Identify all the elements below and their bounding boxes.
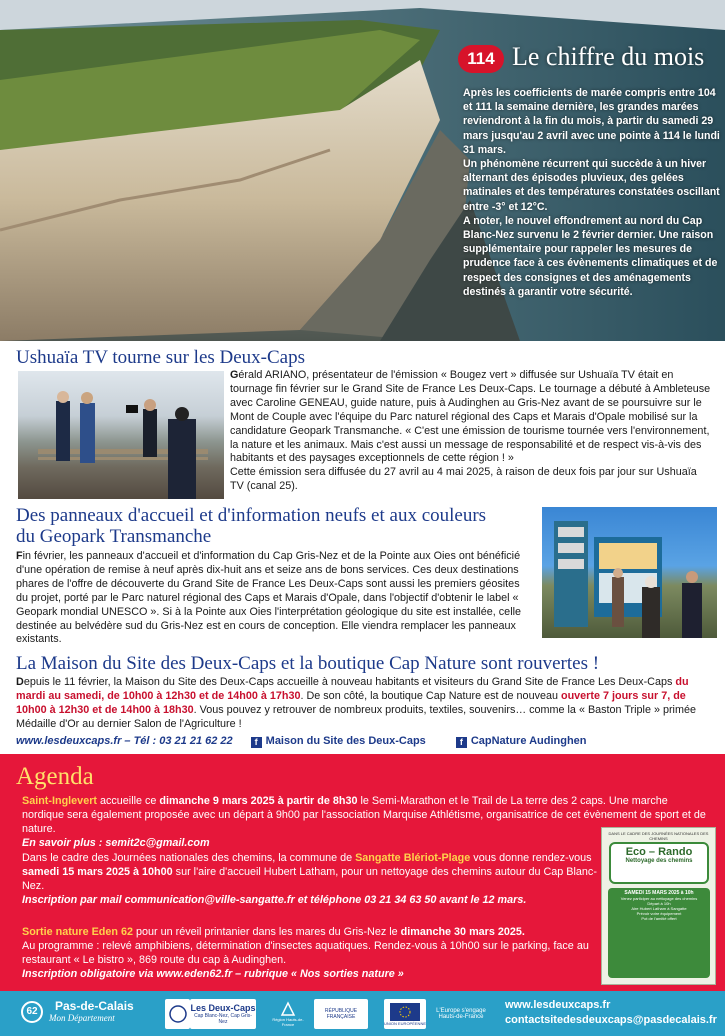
maison-hours-boutique: ouverte 7 jours sur 7, de 10h00 à 12h30 et de 14h00 à 18h30 bbox=[16, 689, 686, 716]
event3-t1: pour un réveil printanier dans les mares du Gris-Nez le bbox=[133, 926, 401, 938]
pdc-name: Pas-de-Calais bbox=[55, 999, 134, 1013]
panneaux-dropcap: F bbox=[16, 550, 23, 562]
event2-t3: sur l'aire d'accueil Hubert Latham, pour un nettoyage des chemins autour du Cap Blanc-Nez. bbox=[22, 865, 597, 892]
event3-info[interactable]: Inscription obligatoire via www.eden62.fr – rubrique « Nos sorties nature » bbox=[22, 967, 404, 980]
panneaux-title-line1: Des panneaux d'accueil et d'information neufs et aux couleurs bbox=[16, 505, 487, 526]
maison-title: La Maison du Site des Deux-Caps et la boutique Cap Nature sont rouvertes ! bbox=[16, 653, 600, 674]
facebook-maison-label: Maison du Site des Deux-Caps bbox=[265, 735, 426, 747]
maison-dropcap: D bbox=[16, 676, 24, 688]
chiffre-title: Le chiffre du mois bbox=[512, 42, 705, 71]
panneaux-title-line2: du Geopark Transmanche bbox=[16, 526, 212, 547]
event2-info[interactable]: Inscription par mail communication@ville-sangatte.fr et téléphone 03 21 34 63 50 avant le 12 mars. bbox=[22, 893, 527, 906]
agenda-title: Agenda bbox=[16, 763, 94, 790]
ue-label: UNION EUROPÉENNE bbox=[384, 1020, 427, 1026]
maison-website-link[interactable]: www.lesdeuxcaps.fr – Tél : 03 21 21 62 22 bbox=[16, 735, 233, 747]
event2-t2: vous donne rendez-vous bbox=[470, 852, 592, 864]
ushuaia-body: érald ARIANO, présentateur de l'émission « Bougez vert » diffusée sur Ushuaïa TV était en tournage fin février sur le Grand Site de France Les Deux-Caps. Le tournage a débuté à Ambleteuse avec Caroline GENEAU, guide nature, puis à Audinghen au Gris-Nez avant de se poursuivre sur le Mont de Couple avec l'équipe du Parc naturel régional des Caps et Marais d'Opale mobilisé sur la candidature Geopark Transmanche. « C'est une émission de tourisme tournée vers l'environnement, la nature et les animaux. Mais c'est aussi un message de responsabilité et de respect vis-à-vis des habitants et des paysages exceptionnels de cette région ! » bbox=[230, 369, 711, 465]
poster-line4: Prévoir votre équipement bbox=[636, 911, 682, 916]
event1-t1: accueille ce bbox=[97, 795, 160, 807]
maison-hours-maison: du mardi au samedi, de 10h00 à 12h30 et de 14h00 à 17h30 bbox=[16, 676, 689, 702]
facebook-capnature-link[interactable] bbox=[456, 735, 587, 748]
panneaux-text bbox=[16, 550, 532, 647]
ushuaia-dropcap: G bbox=[230, 369, 239, 381]
deux-caps-name: Les Deux-Caps bbox=[190, 1003, 256, 1013]
poster-date: SAMEDI 15 MARS 2025 à 10h bbox=[624, 890, 694, 896]
ushuaia-text bbox=[230, 369, 712, 494]
poster-top: DANS LE CADRE DES JOURNÉES NATIONALES DES CHEMINS bbox=[608, 831, 709, 841]
event3-t2: Au programme : relevé amphibiens, détermination d'insectes aquatiques. Rendez-vous à 10h00 sur le parking, face au restaurant « Le bistro », 869 route du cap à Audinghen. bbox=[22, 939, 589, 966]
chiffre-badge: 114 bbox=[458, 45, 504, 73]
agenda-event-3 bbox=[22, 926, 597, 982]
republique-logo bbox=[314, 999, 368, 1029]
grand-site-logo bbox=[165, 999, 190, 1029]
deux-caps-logo bbox=[190, 999, 256, 1029]
hauts-de-france-logo bbox=[270, 999, 306, 1029]
maison-t2: . De son côté, la boutique Cap Nature est de nouveau bbox=[300, 689, 561, 702]
europe-label: L'Europe s'engage Hauts-de-France bbox=[436, 1008, 486, 1020]
union-europeenne-logo bbox=[384, 999, 426, 1029]
chiffre-text bbox=[463, 86, 725, 299]
maison-t3: . Vous pouvez y retrouver de nombreux produits, textiles, souvenirs… comme la « Baston Triple » primée Médaille d'Or au dernier Salon de l'Agriculture ! bbox=[16, 703, 696, 730]
poster-line2: Départ à 10h bbox=[647, 901, 671, 906]
pdc-sub: Mon Département bbox=[49, 1013, 115, 1023]
poster-header bbox=[609, 842, 709, 884]
footer-website-link[interactable]: www.lesdeuxcaps.fr bbox=[505, 999, 611, 1011]
eco-rando-poster bbox=[601, 827, 716, 985]
ushuaia-diffusion: Cette émission sera diffusée du 27 avril au 4 mai 2025, à raison de deux fois par jour sur Ushuaïa TV (canal 25). bbox=[230, 466, 697, 493]
panneaux-photo bbox=[542, 507, 717, 638]
event2-date: samedi 15 mars 2025 à 10h00 bbox=[22, 865, 173, 878]
event1-place: Saint-Inglevert bbox=[22, 795, 97, 807]
facebook-icon: f bbox=[251, 737, 262, 748]
agenda-event-2 bbox=[22, 852, 597, 908]
poster-line3: Aire Hubert Latham à Sangatte bbox=[631, 906, 687, 911]
europe-s-engage-logo bbox=[436, 999, 486, 1029]
footer-contacts bbox=[505, 998, 717, 1028]
poster-subtitle: Nettoyage des chemins bbox=[625, 858, 693, 864]
facebook-capnature-label: CapNature Audinghen bbox=[470, 735, 587, 747]
footer-email-link[interactable]: contactsitedesdeuxcaps@pasdecalais.fr bbox=[505, 1014, 717, 1026]
event3-place: Sortie nature Eden 62 bbox=[22, 926, 134, 938]
event1-t2: le Semi-Marathon et le Trail de La terre des 2 caps. Une marche nordique sera également proposée avec un départ à 9h00 par l'association Marquise Athlétisme, organisatrice de cet évènement de sport et de nature. bbox=[22, 795, 706, 835]
event2-place: Sangatte Blériot-Plage bbox=[355, 852, 471, 864]
pas-de-calais-logo bbox=[21, 1000, 134, 1023]
rf-label: RÉPUBLIQUE FRANÇAISE bbox=[324, 1008, 358, 1020]
panneaux-body: in février, les panneaux d'accueil et d'information du Cap Gris-Nez et de la Pointe aux Oies ont bénéficié d'une opération de remise à neuf après dix-huit ans et seize ans de bons services. Ces deux destinations phares de l'offre de découverte du Grand Site de France Les Deux-Caps sont aussi les premiers géosites du projet, porté par le Parc naturel régional des Caps et Marais d'Opale, dans l'objectif d'obtenir le label « Geopark mondial UNESCO ». Si à la Pointe aux Oies l'interprétation géologique du site est installée, celle destinée au belvédère sud du Gris-Nez est en cours de conception. Elle viendra remplacer les panneaux existants. bbox=[16, 550, 521, 646]
deux-caps-sub: Cap Blanc-Nez, Cap Gris-Nez bbox=[194, 1013, 252, 1025]
chiffre-p2: Un phénomène récurrent qui succède à un hiver alternant des épisodes pluvieux, des gelées matinales et des températures constatées oscillant entre -3° et 12°C. bbox=[463, 158, 720, 213]
chiffre-p1: Après les coefficients de marée compris entre 104 et 111 la semaine dernière, les grandes marées reviendront à la fin du mois, à partir du samedi 29 mars jusqu'au 2 avril avec une pointe à 114 le lundi 31 mars. bbox=[463, 87, 720, 156]
poster-body bbox=[608, 888, 710, 978]
chiffre-p3: A noter, le nouvel effondrement au nord du Cap Blanc-Nez survenu le 2 février dernier. Une raison supplémentaire pour rappeler les mesures de prudence face à ces évènements climatiques et de respect des consignes et des aménagements destinés à garantir votre sécurité. bbox=[463, 214, 718, 298]
ushuaia-title: Ushuaïa TV tourne sur les Deux-Caps bbox=[16, 347, 305, 368]
poster-line5: Pot de l'amitié offert bbox=[641, 916, 677, 921]
maison-text bbox=[16, 676, 716, 732]
event1-date: dimanche 9 mars 2025 à partir de 8h30 bbox=[159, 795, 358, 807]
facebook-maison-link[interactable] bbox=[251, 735, 426, 748]
ushuaia-photo bbox=[18, 371, 224, 499]
poster-line1: Venez participer au nettoyage des chemins bbox=[620, 896, 698, 901]
facebook-icon: f bbox=[456, 737, 467, 748]
poster-eco-title: Eco – Rando bbox=[625, 846, 693, 858]
event1-info[interactable]: En savoir plus : semit2c@gmail.com bbox=[22, 836, 210, 849]
footer bbox=[0, 991, 725, 1036]
maison-t1: epuis le 11 février, la Maison du Site des Deux-Caps accueille à nouveau habitants et visiteurs du Grand Site de France Les Deux-Caps bbox=[23, 676, 676, 688]
maison-links bbox=[16, 735, 587, 748]
event3-date: dimanche 30 mars 2025. bbox=[400, 926, 525, 938]
event2-t1: Dans le cadre des Journées nationales des chemins, la commune de bbox=[22, 852, 356, 864]
hdf-label: Région Hauts-de-France bbox=[272, 1017, 304, 1027]
pdc-number: 62 bbox=[21, 1001, 43, 1023]
